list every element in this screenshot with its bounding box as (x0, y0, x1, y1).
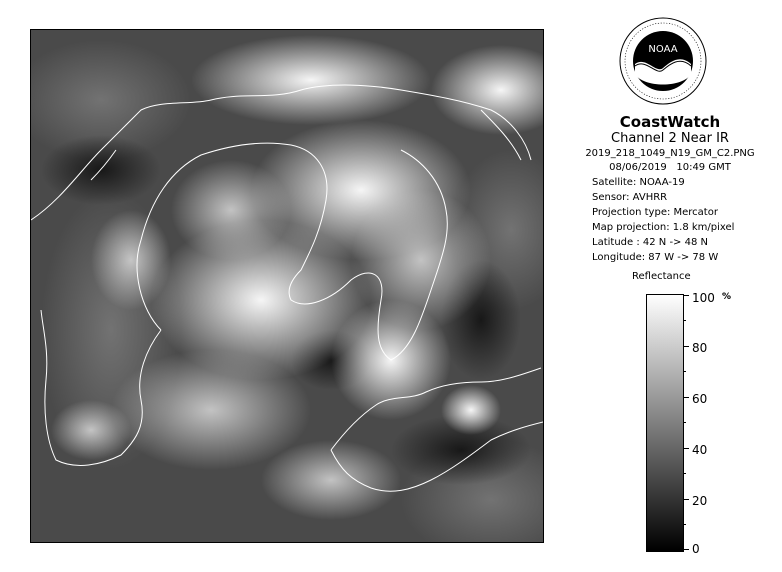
colorbar-tick-label: 60 (692, 392, 708, 406)
colorbar-minor-tick (683, 422, 686, 423)
colorbar-tick-label: 40 (692, 443, 708, 457)
colorbar-tick (683, 448, 689, 449)
latitude-line: Latitude : 42 N -> 48 N (592, 237, 708, 248)
svg-text:NOAA: NOAA (648, 44, 678, 55)
date-time (560, 160, 780, 175)
projection-line: Projection type: Mercator (592, 207, 718, 218)
channel-label: Channel 2 Near IR (611, 131, 729, 146)
longitude-line: Longitude: 87 W -> 78 W (592, 252, 719, 263)
colorbar-tick (683, 397, 689, 398)
metadata-panel (560, 114, 780, 265)
colorbar-unit: % (722, 292, 732, 302)
colorbar-tick-label: 100 (692, 291, 715, 305)
colorbar-tick (683, 346, 689, 347)
colorbar-tick-label: 0 (692, 542, 700, 556)
colorbar-minor-tick (683, 473, 686, 474)
noaa-logo (618, 16, 708, 106)
map-projection-line: Map projection: 1.8 km/pixel (592, 222, 735, 233)
colorbar-minor-tick (683, 371, 686, 372)
colorbar-tick (683, 499, 689, 500)
product-title: CoastWatch (619, 113, 721, 131)
colorbar (646, 294, 684, 552)
cloud-imagery (31, 30, 543, 542)
file-name: 2019_218_1049_N19_GM_C2.PNG (585, 148, 755, 159)
colorbar-minor-tick (683, 320, 686, 321)
time-value: 10:49 GMT (676, 162, 731, 173)
colorbar-minor-tick (683, 524, 686, 525)
satellite-line: Satellite: NOAA-19 (592, 177, 685, 188)
satellite-image (30, 29, 544, 543)
colorbar-tick-label: 80 (692, 341, 708, 355)
colorbar-label: Reflectance (632, 271, 691, 282)
colorbar-tick-label: 20 (692, 494, 708, 508)
colorbar-tick (683, 549, 689, 550)
date-value: 08/06/2019 (609, 162, 667, 173)
sensor-line: Sensor: AVHRR (592, 192, 668, 203)
colorbar-tick (683, 295, 689, 296)
